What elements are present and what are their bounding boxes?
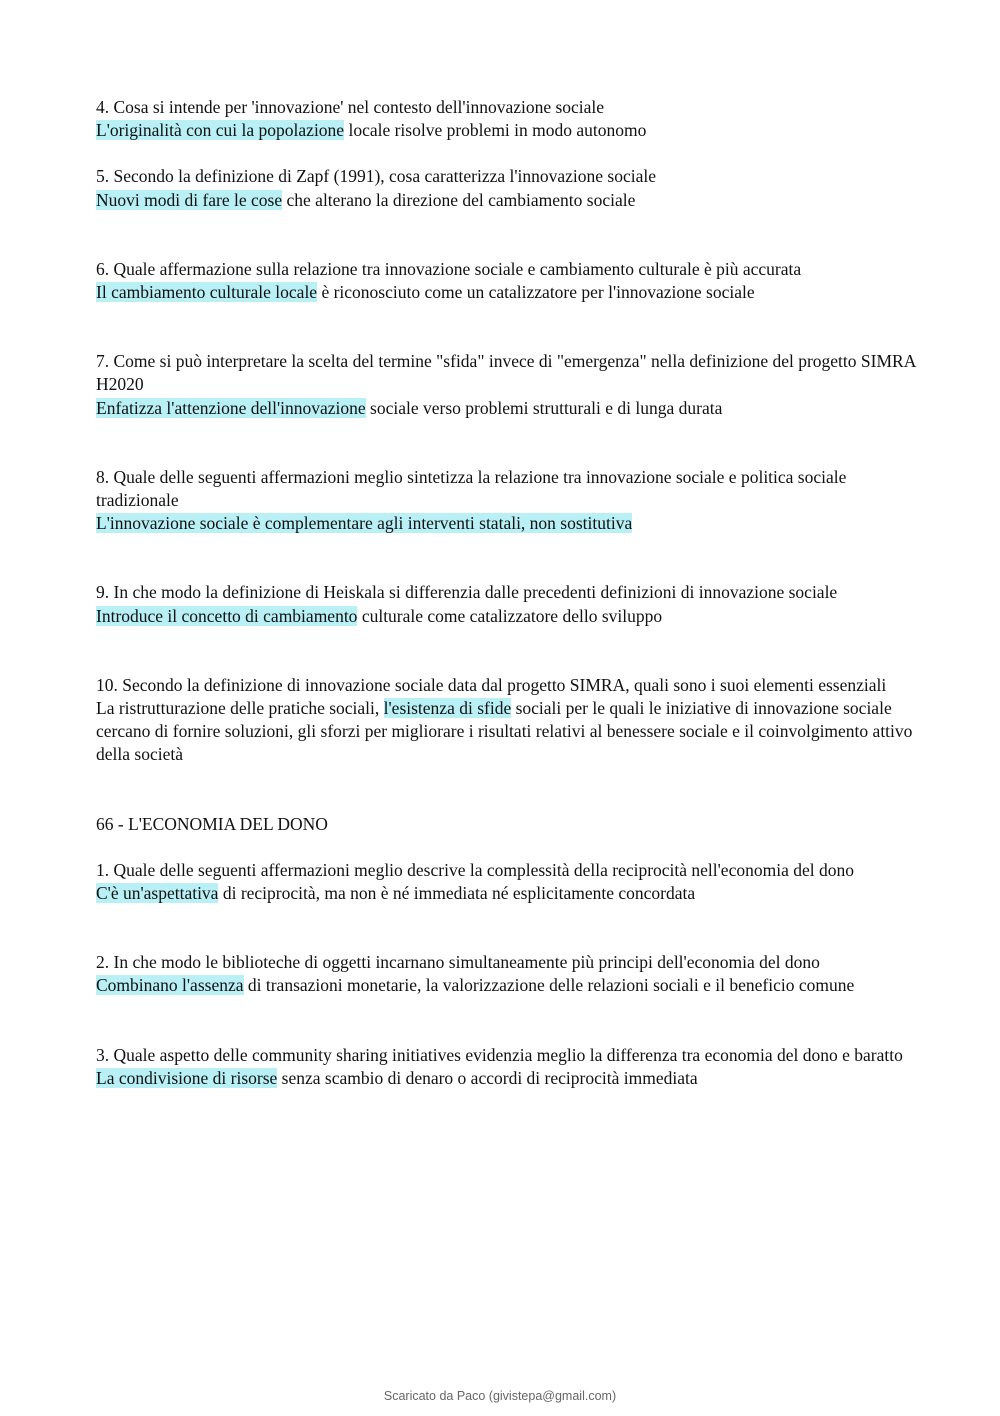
answer-text	[96, 119, 916, 142]
answer-text	[96, 397, 916, 420]
question-text: 2. In che modo le biblioteche di oggetti incarnano simultaneamente più principi dell'economia del dono	[96, 952, 820, 973]
answer-suffix: di transazioni monetarie, la valorizzazione delle relazioni sociali e il beneficio comune	[243, 975, 855, 996]
question-text: 5. Secondo la definizione di Zapf (1991), cosa caratterizza l'innovazione sociale	[96, 166, 656, 187]
answer-highlight: Introduce il concetto di cambiamento	[96, 605, 358, 626]
answer-highlight: Enfatizza l'attenzione dell'innovazione	[96, 397, 366, 418]
answer-suffix: che alterano la direzione del cambiamento sociale	[282, 189, 636, 210]
qa-item-8	[96, 466, 916, 536]
answer-suffix: culturale come catalizzatore dello sviluppo	[357, 605, 663, 626]
qa-item-dono-3	[96, 1044, 916, 1090]
answer-text	[96, 189, 916, 212]
question-text: 6. Quale affermazione sulla relazione tra innovazione sociale e cambiamento culturale è più accurata	[96, 258, 802, 279]
answer-highlight: Il cambiamento culturale locale	[96, 282, 318, 303]
question-text: 7. Come si può interpretare la scelta del termine "sfida" invece di "emergenza" nella definizione del progetto SIMRA H2020	[96, 351, 916, 395]
qa-item-9	[96, 581, 916, 627]
qa-item-dono-1	[96, 859, 916, 905]
answer-highlight: Nuovi modi di fare le cose	[96, 189, 283, 210]
answer-text	[96, 974, 916, 997]
answer-highlight: La condivisione di risorse	[96, 1067, 278, 1088]
answer-suffix: sociale verso problemi strutturali e di lunga durata	[365, 397, 723, 418]
answer-text	[96, 882, 916, 905]
answer-prefix: La ristrutturazione delle pratiche sociali,	[96, 698, 384, 719]
answer-suffix: di reciprocità, ma non è né immediata né esplicitamente concordata	[218, 883, 696, 904]
answer-highlight: L'originalità con cui la popolazione	[96, 120, 345, 141]
question-text: 8. Quale delle seguenti affermazioni meglio sintetizza la relazione tra innovazione sociale e politica sociale tradizionale	[96, 466, 847, 511]
answer-text	[96, 697, 916, 767]
qa-item-4	[96, 96, 916, 142]
document-page	[96, 96, 916, 1090]
question-text: 9. In che modo la definizione di Heiskala si differenzia dalle precedenti definizioni di innovazione sociale	[96, 582, 838, 603]
answer-text	[96, 281, 916, 304]
answer-suffix: locale risolve problemi in modo autonomo	[344, 120, 647, 141]
question-text: 10. Secondo la definizione di innovazione sociale data dal progetto SIMRA, quali sono i suoi elementi essenziali	[96, 674, 887, 695]
question-text: 1. Quale delle seguenti affermazioni meglio descrive la complessità della reciprocità nell'economia del dono	[96, 859, 854, 880]
qa-item-6	[96, 258, 916, 304]
answer-highlight: l'esistenza di sfide	[383, 698, 512, 719]
qa-item-5	[96, 165, 916, 211]
question-text: 4. Cosa si intende per 'innovazione' nel contesto dell'innovazione sociale	[96, 97, 605, 117]
answer-text	[96, 512, 916, 535]
answer-suffix: senza scambio di denaro o accordi di reciprocità immediata	[277, 1067, 698, 1088]
answer-highlight: L'innovazione sociale è complementare agli interventi statali, non sostitutiva	[96, 513, 633, 534]
answer-text	[96, 605, 916, 628]
question-text: 3. Quale aspetto delle community sharing initiatives evidenzia meglio la differenza tra economia del dono e baratto	[96, 1044, 903, 1065]
answer-highlight: Combinano l'assenza	[96, 975, 244, 996]
answer-text	[96, 1067, 916, 1090]
qa-item-10	[96, 674, 916, 767]
footer-watermark: Scaricato da Paco (givistepa@gmail.com)	[383, 1389, 617, 1403]
answer-suffix: è riconosciuto come un catalizzatore per l'innovazione sociale	[317, 282, 755, 303]
qa-item-dono-2	[96, 951, 916, 997]
answer-suffix: sociali per le quali le iniziative di innovazione sociale cercano di fornire soluzioni, gli sforzi per migliorare i risultati relativi al benessere sociale e il coinvolgimento attivo della società	[96, 698, 913, 765]
qa-item-7	[96, 350, 916, 420]
answer-highlight: C'è un'aspettativa	[96, 883, 219, 904]
section-title: 66 - L'ECONOMIA DEL DONO	[96, 813, 328, 834]
